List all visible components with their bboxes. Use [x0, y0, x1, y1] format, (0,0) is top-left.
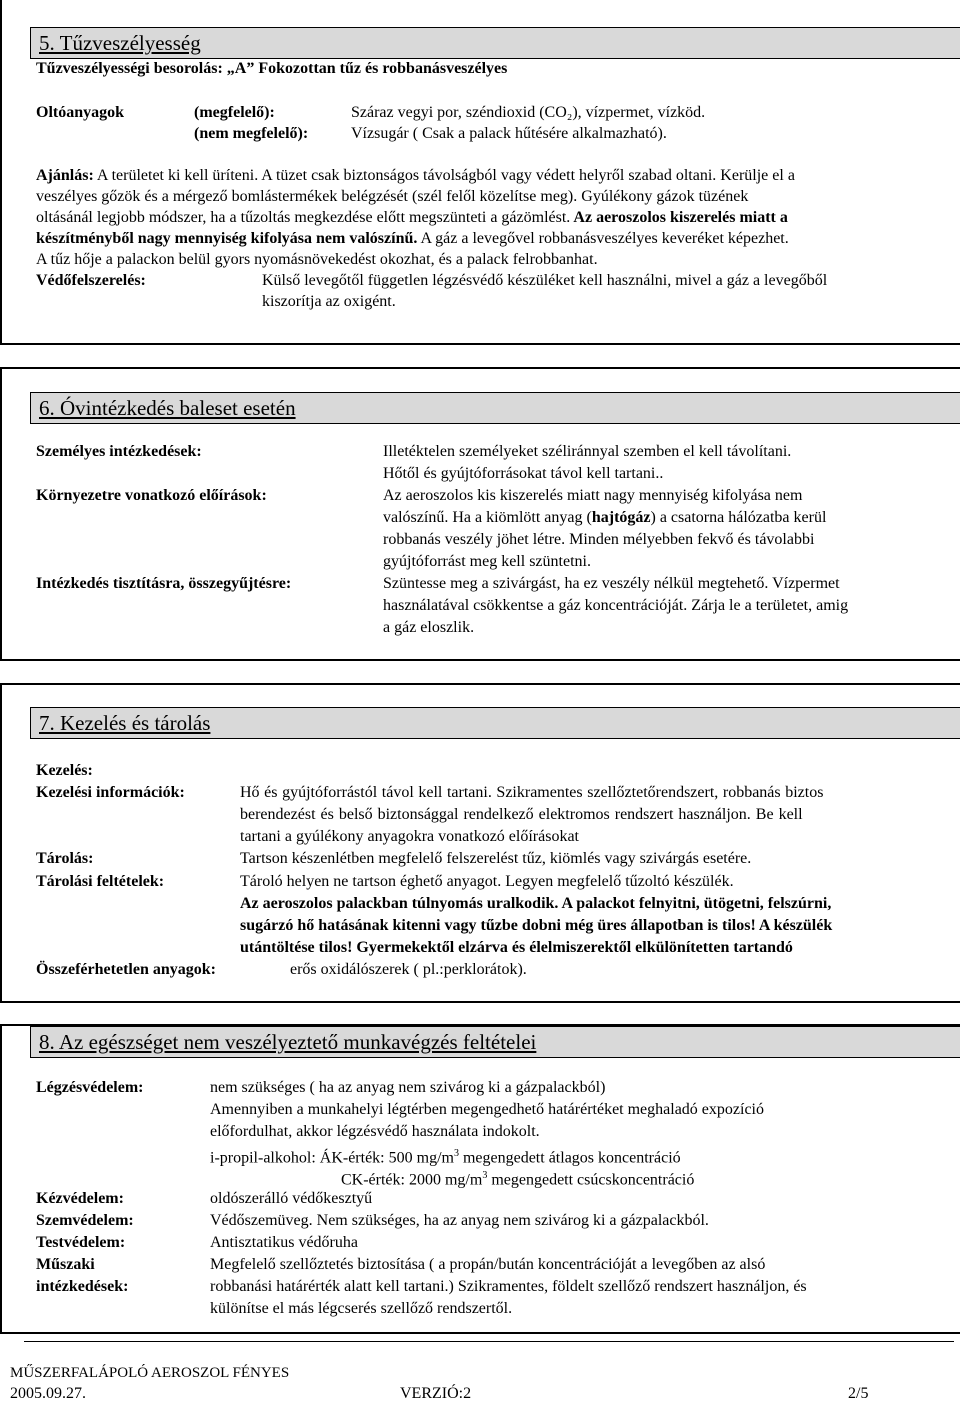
footer-version: VERZIÓ:2 [400, 1385, 472, 1402]
ext-suitable-text: Száraz vegyi por, széndioxid (CO₂), vízpermet, vízköd. [351, 104, 706, 121]
ak-unit-exponent: 3 [453, 1148, 459, 1159]
env-text-2c: ) a csatorna hálózatba kerül [650, 509, 827, 526]
cleanup-label: Intézkedés tisztításra, összegyűjtésre: [36, 575, 292, 592]
respiratory-line-3: előfordulhat, akkor légzésvédő használata indokolt. [210, 1123, 540, 1140]
extinguishing-label: Oltóanyagok [36, 104, 125, 121]
ak-description: megengedett átlagos koncentráció [458, 1149, 681, 1167]
body-protection-label: Testvédelem: [36, 1234, 126, 1251]
section-6-title: 6. Óvintézkedés baleset esetén [39, 396, 296, 420]
technical-measures-line-3: különítse el más légcserés szellőző rendszertől. [210, 1300, 513, 1317]
recommendation-label: Ajánlás: [36, 167, 94, 184]
environmental-label: Környezetre vonatkozó előírások: [36, 487, 267, 504]
hand-protection-label: Kézvédelem: [36, 1190, 124, 1207]
protective-equipment-line-2: kiszorítja az oxigént. [262, 293, 396, 310]
storage-text: Tartson készenlétben megfelelő felszerelést tűz, kiömlés vagy szivárgás esetére. [240, 850, 752, 867]
ak-value: i-propil-alkohol: ÁK-érték: 500 mg/m [210, 1149, 454, 1167]
ext-unsuitable-label: (nem megfelelő): [194, 125, 309, 142]
ck-description: megengedett csúcskoncentráció [487, 1171, 695, 1189]
technical-measures-label-1: Műszaki [36, 1256, 95, 1273]
section-8-header [30, 1026, 960, 1058]
footer-page-number: 2/5 [848, 1385, 869, 1402]
storage-conditions-line-1: Tároló helyen ne tartson éghető anyagot. Legyen megfelelő tűzoltó készülék. [240, 873, 734, 890]
technical-measures-label-2: intézkedések: [36, 1278, 129, 1295]
environmental-line-3: robbanás veszély jöhet létre. Minden mélyebben fekvő és távolabbi [383, 531, 815, 548]
env-text-2a: valószínű. Ha a kiömlött anyag ( [383, 509, 592, 526]
environmental-line-4: gyújtóforrást meg kell szüntetni. [383, 553, 591, 570]
cleanup-line-1: Szüntesse meg a szivárgást, ha ez veszély nélkül megtehető. Vízpermet [383, 575, 840, 592]
respiratory-line-1: nem szükséges ( ha az anyag nem szivárog ki a gázpalackból) [210, 1079, 606, 1096]
storage-conditions-line-2: Az aeroszolos palackban túlnyomás uralkodik. A palackot felnyitni, ütögetni, felszúrni, [240, 895, 832, 912]
recommendation-text-1: A területet ki kell üríteni. A tüzet csak biztonságos távolságból vagy védett helyről szabad oltani. Kerülje el a [93, 167, 795, 184]
personal-measures-line-1: Illetéktelen személyeket széliránnyal szemben el kell távolítani. [383, 443, 792, 460]
respiratory-line-5 [341, 1165, 694, 1190]
incompatible-label: Összeférhetetlen anyagok: [36, 961, 216, 978]
recommendation-text-4: A gáz a levegővel robbanásveszélyes keveréket képezhet. [417, 230, 789, 247]
protective-equipment-label: Védőfelszerelés: [36, 272, 146, 289]
handling-info-line-3: tartani a gyúlékony anyagokra vonatkozó előírásokat [240, 828, 579, 845]
handling-info-line-1: Hő és gyújtóforrástól távol kell tartani. Szikramentes szellőztetőrendszert, robbanás biztos [240, 784, 824, 801]
cleanup-line-3: a gáz eloszlik. [383, 619, 475, 636]
eye-protection-text: Védőszemüveg. Nem szükséges, ha az anyag nem szivárog ki a gázpalackból. [210, 1212, 709, 1229]
footer-date: 2005.09.27. [10, 1385, 86, 1402]
protective-equipment-line-1: Külső levegőtől független légzésvédő készüléket kell használni, mivel a gáz a levegőből [262, 272, 828, 289]
fire-classification: Tűzveszélyességi besorolás: „A” Fokozottan tűz és robbanásveszélyes [36, 60, 508, 77]
eye-protection-label: Szemvédelem: [36, 1212, 134, 1229]
body-protection-text: Antisztatikus védőruha [210, 1234, 358, 1251]
recommendation-line-4 [36, 228, 789, 249]
technical-measures-line-2: robbanási határérték alatt kell tartani.) Szikramentes, földelt szellőző rendszert használjon, és [210, 1278, 807, 1295]
technical-measures-line-1: Megfelelő szellőztetés biztosítása ( a propán/bután koncentrációját a levegőben az alsó [210, 1256, 766, 1273]
env-text-2b: hajtógáz [591, 509, 651, 526]
environmental-line-2 [383, 507, 826, 528]
respiratory-label: Légzésvédelem: [36, 1079, 144, 1096]
section-8-title: 8. Az egészséget nem veszélyeztető munkavégzés feltételei [39, 1030, 537, 1054]
personal-measures-line-2: Hőtől és gyújtóforrásokat távol kell tartani.. [383, 465, 664, 482]
ck-value: CK-érték: 2000 mg/m [341, 1171, 483, 1189]
section-7-title: 7. Kezelés és tárolás [39, 711, 211, 735]
storage-label: Tárolás: [36, 850, 94, 867]
cleanup-line-2: használatával csökkentse a gáz koncentrációját. Zárja le a területet, amig [383, 597, 849, 614]
recommendation-line-5: A tűz hője a palackon belül gyors nyomásnövekedést okozhat, és a palack felrobbanhat. [36, 251, 598, 268]
recommendation-bold-4: készítményből nagy mennyiség kifolyása nem valószínű. [36, 230, 418, 247]
handling-info-line-2: berendezést és belső biztonsággal rendelkező elektromos rendszert használjon. Be kell [240, 806, 803, 823]
personal-measures-label: Személyes intézkedések: [36, 443, 202, 460]
recommendation-line-1 [36, 165, 795, 186]
ext-unsuitable-text: Vízsugár ( Csak a palack hűtésére alkalmazható). [351, 125, 667, 142]
ext-suitable-label: (megfelelő): [194, 104, 275, 121]
storage-conditions-label: Tárolási feltételek: [36, 873, 165, 890]
section-7-header [30, 707, 960, 739]
recommendation-text-3: oltásánál legjobb módszer, ha a tűzoltás megkezdése előtt megszünteti a gázömlést. [36, 209, 571, 226]
section-6-header [30, 392, 960, 424]
respiratory-line-2: Amennyiben a munkahelyi légtérben megengedhető határértéket meghaladó expozíció [210, 1101, 764, 1118]
recommendation-line-3 [36, 207, 788, 228]
hand-protection-text: oldószerálló védőkesztyű [210, 1190, 373, 1207]
handling-label: Kezelés: [36, 762, 93, 779]
ck-unit-exponent: 3 [482, 1170, 488, 1181]
storage-conditions-line-4: utántöltése tilos! Gyermekektől elzárva és élelmiszerektől elkülönítetten tartandó [240, 939, 793, 956]
section-5-header [30, 27, 960, 59]
recommendation-line-2: veszélyes gőzök és a mérgező bomlástermékek belégzését (szél felől közelítse meg). Gyúlékony gázok tüzének [36, 188, 749, 205]
footer-product: MŰSZERFALÁPOLÓ AEROSZOL FÉNYES [10, 1365, 290, 1381]
environmental-line-1: Az aeroszolos kis kiszerelés miatt nagy mennyiség kifolyása nem [383, 487, 803, 504]
storage-conditions-line-3: sugárzó hő hatásának kitenni vagy tűzbe dobni még üres állapotban is tilos! A készülék [240, 917, 833, 934]
section-5-title: 5. Tűzveszélyesség [39, 31, 201, 55]
recommendation-bold-3: Az aeroszolos kiszerelés miatt a [570, 209, 788, 226]
handling-info-label: Kezelési információk: [36, 784, 185, 801]
incompatible-text: erős oxidálószerek ( pl.:perklorátok). [290, 961, 527, 978]
footer-rule [24, 1341, 954, 1342]
